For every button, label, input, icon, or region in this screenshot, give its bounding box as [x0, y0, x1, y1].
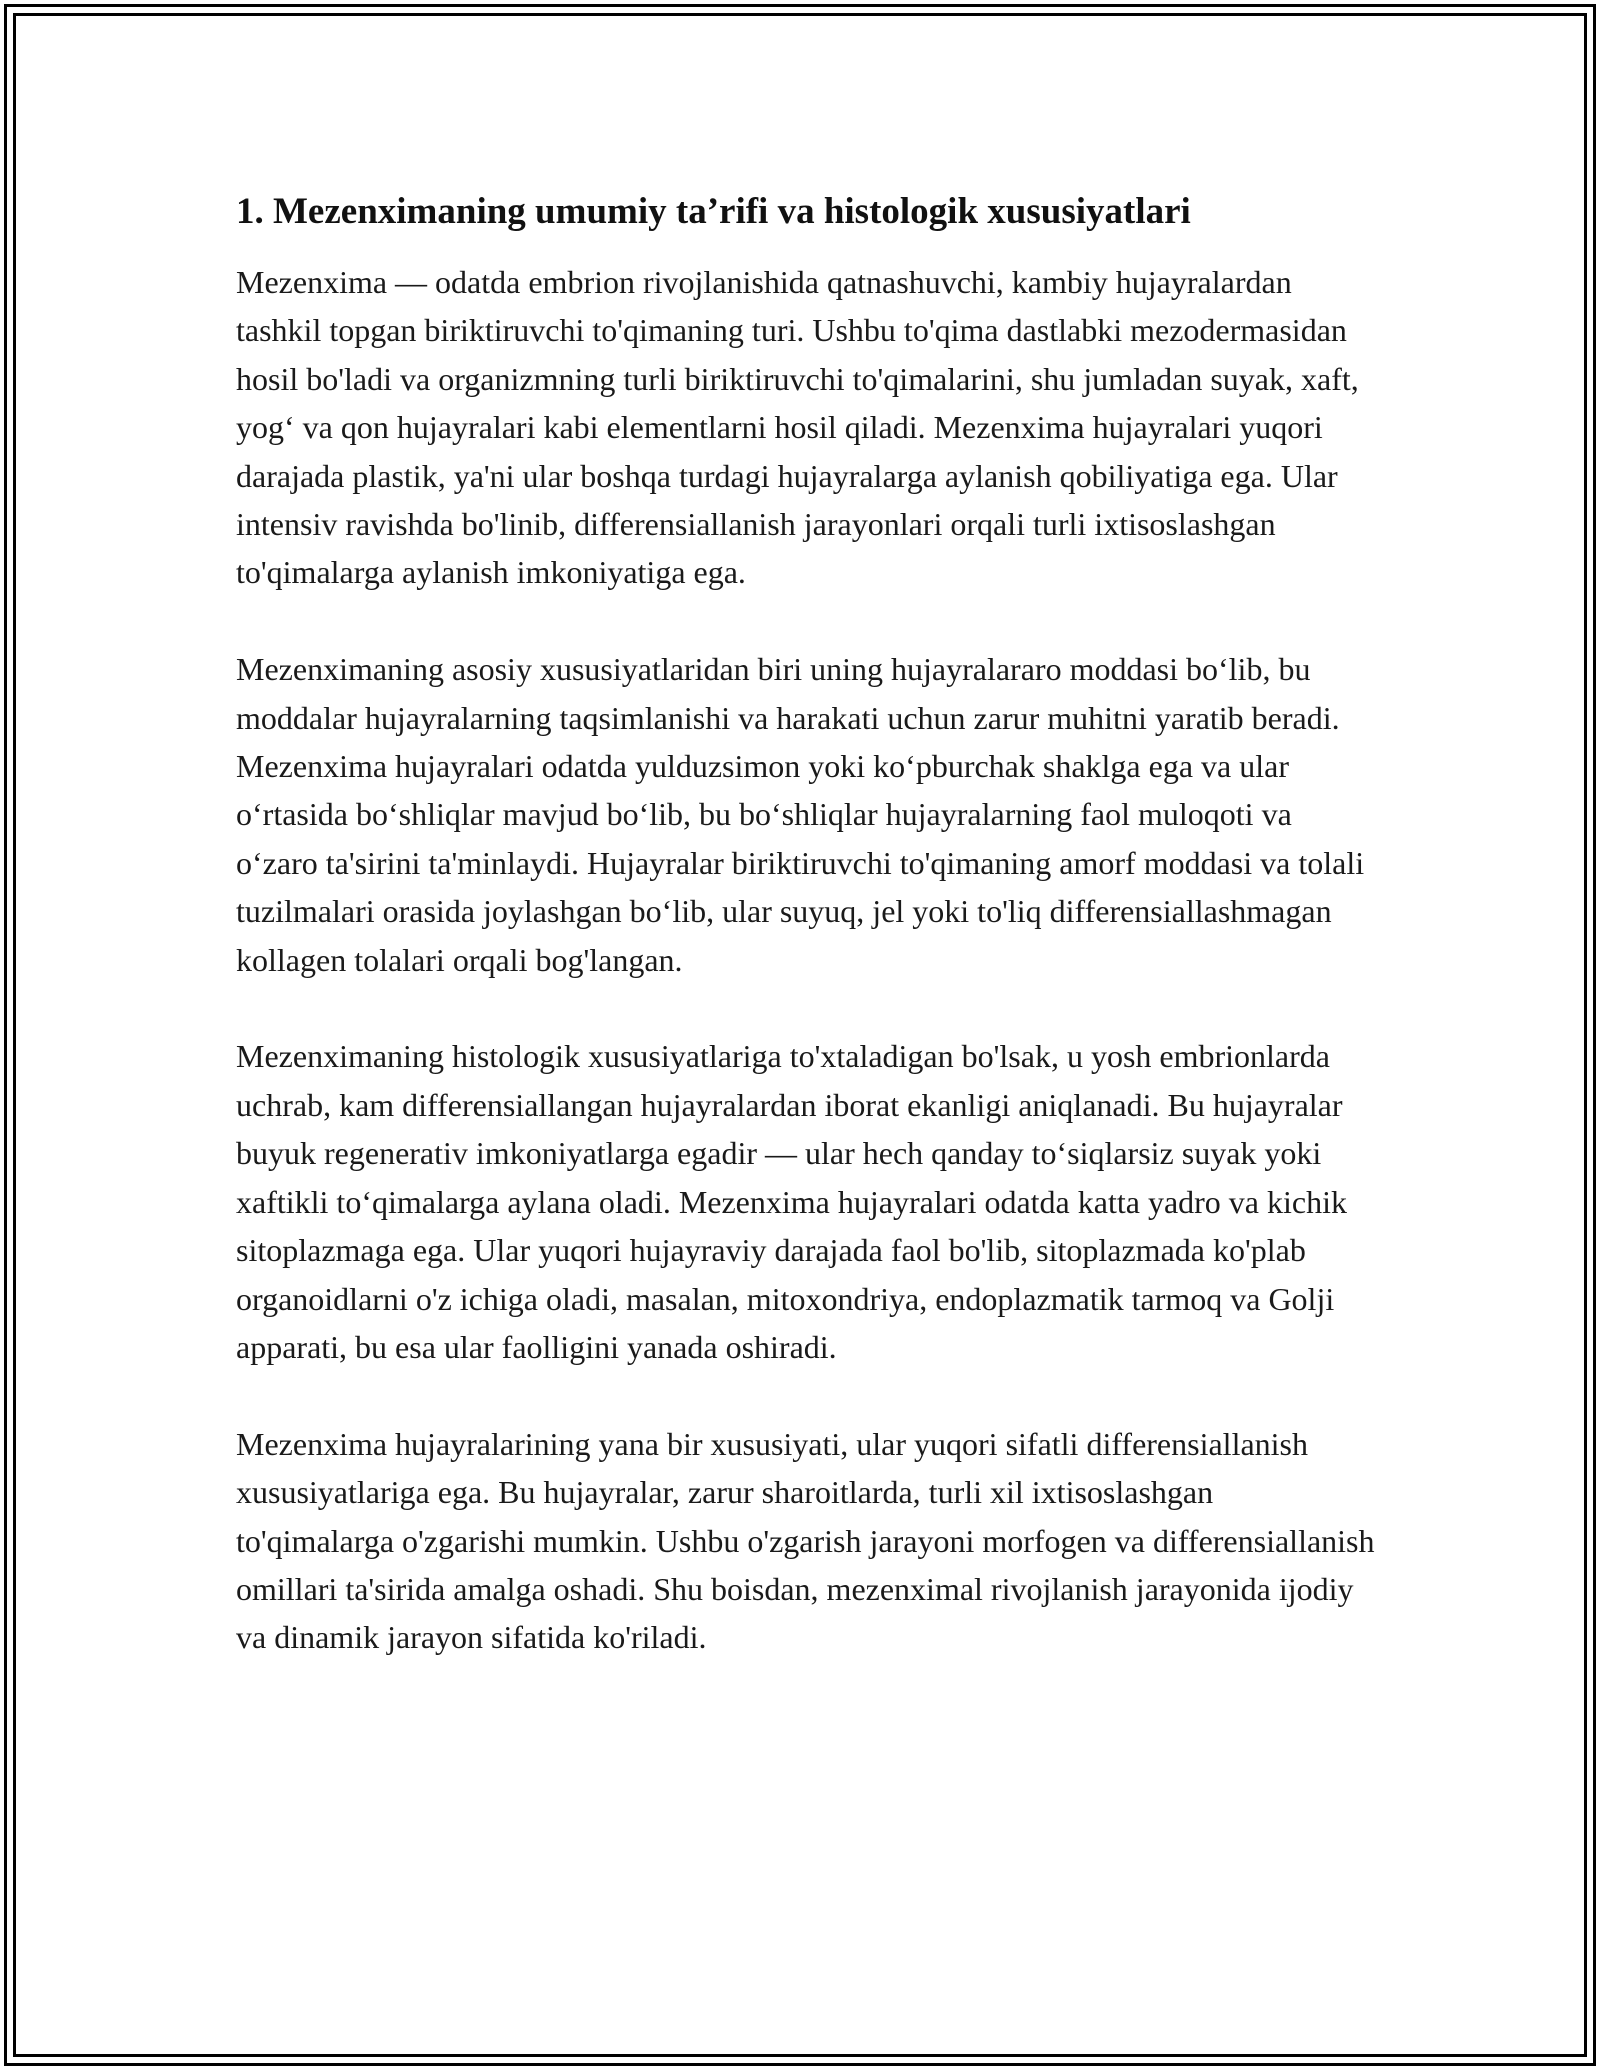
document-body: [236, 186, 1376, 1710]
paragraph: Mezenxima — odatda embrion rivojlanishida qatnashuvchi, kambiy hujayralardan tashkil topgan biriktiruvchi to'qimaning turi. Ushbu to'qima dastlabki mezodermasidan hosil bo'ladi va organizmning turli biriktiruvchi to'qimalarini, shu jumladan suyak, xaft, yog‘ va qon hujayralari kabi elementlarni hosil qiladi. Mezenxima hujayralari yuqori darajada plastik, ya'ni ular boshqa turdagi hujayralarga aylanish qobiliyatiga ega. Ular intensiv ravishda bo'linib, differensiallanish jarayonlari orqali turli ixtisoslashgan to'qimalarga aylanish imkoniyatiga ega.: [236, 264, 1359, 591]
paragraph: Mezenxima hujayralarining yana bir xususiyati, ular yuqori sifatli differensiallanish xususiyatlariga ega. Bu hujayralar, zarur sharoitlarda, turli xil ixtisoslashgan to'qimalarga o'zgarishi mumkin. Ushbu o'zgarish jarayoni morfogen va differensiallanish omillari ta'sirida amalga oshadi. Shu boisdan, mezenximal rivojlanish jarayonida ijodiy va dinamik jarayon sifatida ko'riladi.: [236, 1425, 1375, 1656]
section-heading: 1. Mezenximaning umumiy ta’rifi va histologik xususiyatlari: [236, 191, 1191, 232]
paragraph: Mezenximaning asosiy xususiyatlaridan biri uning hujayralararo moddasi bo‘lib, bu moddalar hujayralarning taqsimlanishi va harakati uchun zarur muhitni yaratib beradi. Mezenxima hujayralari odatda yulduzsimon yoki ko‘pburchak shaklga ega va ular o‘rtasida bo‘shliqlar mavjud bo‘lib, bu bo‘shliqlar hujayralarning faol muloqoti va o‘zaro ta'sirini ta'minlaydi. Hujayralar biriktiruvchi to'qimaning amorf moddasi va tolali tuzilmalari orasida joylashgan bo‘lib, ular suyuq, jel yoki to'liq differensiallashmagan kollagen tolalari orqali bog'langan.: [236, 651, 1365, 978]
paragraph: Mezenximaning histologik xususiyatlariga to'xtaladigan bo'lsak, u yosh embrionlarda uchrab, kam differensiallangan hujayralardan iborat ekanligi aniqlanadi. Bu hujayralar buyuk regenerativ imkoniyatlarga egadir — ular hech qanday to‘siqlarsiz suyak yoki xaftikli to‘qimalarga aylana oladi. Mezenxima hujayralari odatda katta yadro va kichik sitoplazmaga ega. Ular yuqori hujayraviy darajada faol bo'lib, sitoplazmada ko'plab organoidlarni o'z ichiga oladi, masalan, mitoxondriya, endoplazmatik tarmoq va Golji apparati, bu esa ular faolligini yanada oshiradi.: [236, 1038, 1347, 1365]
